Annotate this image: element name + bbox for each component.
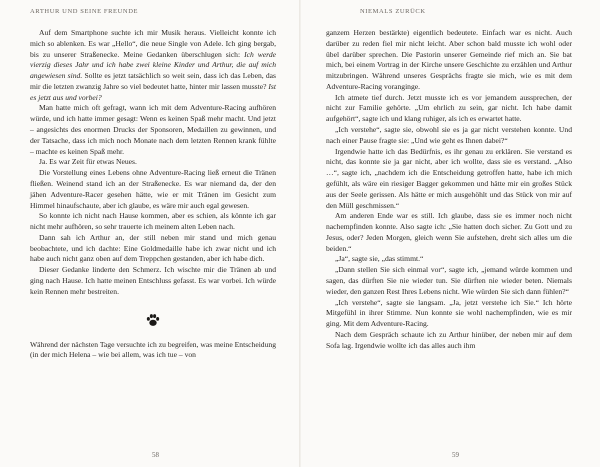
right-page xyxy=(300,0,600,467)
left-page-text xyxy=(30,28,276,361)
paragraph: „Dann stellen Sie sich einmal vor“, sagte ich, „jemand würde kommen und sagen, das dürften Sie nie wieder tun. Sie dürften nie wieder beten. Niemals wieder, den ganzen Rest Ihres Lebens nicht. Wie würden Sie sich dann fühlen?“ xyxy=(326,265,572,296)
paragraph: Dieser Gedanke linderte den Schmerz. Ich wischte mir die Tränen ab und ging nach Hause. Ich hatte meinen Entschluss gefasst. Es war vorbei. Ich würde kein Rennen mehr bestreiten. xyxy=(30,265,276,296)
paragraph: Irgendwie hatte ich das Bedürfnis, es ihr genau zu erklären. Sie verstand es nicht, das konnte sie ja gar nicht, aber ich wollte, dass sie es verstand. „Also …“, sagte ich, „nachdem ich die Entscheidung getroffen hatte, habe ich mich gefühlt, als wäre ein riesiger Bagger gekommen und hätte mir ein großes Stück aus der Seele gerissen. Als hätte er mich ausgehöhlt und das Stück von mir auf den Müll geschmissen.“ xyxy=(326,146,572,210)
paragraph: Dann sah ich Arthur an, der still neben mir stand und mich genau beobachtete, und ich dachte: Eine Goldmedaille habe ich zwar nicht und ich habe auch nicht ganz oben auf dem Treppchen gestanden, aber ich habe dich. xyxy=(30,232,276,264)
running-head-left: ARTHUR UND SEINE FREUNDE xyxy=(30,8,139,15)
page-number-right: 59 xyxy=(452,451,459,459)
paragraph: „Ich verstehe“, sagte sie, obwohl sie es ja gar nicht verstehen konnte. Und nach einer Pause fragte sie: „Und wie geht es Ihnen dabei?“ xyxy=(326,125,572,145)
paragraph: Man hatte mich oft gefragt, wann ich mit dem Adventure-Racing aufhören würde, und ich hatte immer gesagt: Wenn es keinen Spaß mehr macht. Und jetzt – angesichts des enormen Drucks der Sponsoren, Medaillen zu gewinnen, und der Tatsache, dass ich mich noch Monate nach dem letzten Rennen krank fühlte – machte es keinen Spaß mehr. xyxy=(30,103,276,156)
section-break xyxy=(30,312,276,328)
paragraph: „Ja“, sagte sie, „das stimmt.“ xyxy=(335,254,424,264)
emphasis-text: Ich werde vierzig dieses Jahr und ich habe zwei kleine Kinder und Arthur, die auf mich angewiesen sind. xyxy=(30,49,276,81)
paragraph: Ich atmete tief durch. Jetzt musste ich es vor jemandem aussprechen, der nicht zur Familie gehörte. „Um ehrlich zu sein, gar nicht. Ich habe damit aufgehört“, sagte ich und klang ruhiger, als ich es erwartet hatte. xyxy=(326,92,572,124)
paragraph: Am anderen Ende war es still. Ich glaube, dass sie es immer noch nicht nachempfinden konnte. Also sagte ich: „Sie hatten doch sicher. Zu Gott und zu Jesus, oder? Jeden Morgen, gleich wenn Sie aufstehen, dreht sich alles um die beiden.“ xyxy=(326,211,572,253)
paragraph: ganzem Herzen bestärkte) eigentlich bedeutete. Einfach war es nicht. Auch darüber zu reden fiel mir nicht leicht. Aber schon bald musste ich wohl oder übel darüber sprechen. Die Pastorin unserer Gemeinde rief mich an. Sie bat mich, bei einem Vortrag in der Kirche unsere Geschichte zu erzählen und Arthur mitzubringen. Während unseres Gesprächs fragte sie mich, wie es mit dem Adventure-Racing voranginge. xyxy=(326,28,572,91)
paragraph: „Ich verstehe“, sagte sie langsam. „Ja, jetzt verstehe ich Sie.“ Ich hörte Mitgefühl in ihrer Stimme. Nun konnte sie wohl nachempfinden, wie es mir ging. Mit dem Adventure-Racing. xyxy=(326,297,572,329)
paragraph: So konnte ich nicht nach Hause kommen, aber es schien, als könnte ich gar nicht mehr aufhören, so sehr trauerte ich meinem alten Leben nach. xyxy=(30,211,276,232)
page-number-left: 58 xyxy=(152,451,159,459)
paragraph: Nach dem Gespräch schaute ich zu Arthur hinüber, der neben mir auf dem Sofa lag. Irgendwie wollte ich das alles auch ihm xyxy=(326,329,572,350)
paragraph: Während der nächsten Tage versuchte ich zu begreifen, was meine Entscheidung (in der mich Helena – wie bei allem, was ich tue – von xyxy=(30,339,276,360)
paragraph: Auf dem Smartphone suchte ich mir Musik heraus. Vielleicht konnte ich mich so ablenken. Es war „Hello“, die neue Single von Adele. Ich ging bergab, bis zu unserer Straßenecke. Meine Gedanken überschlugen sich: Ich werde vierzig dieses Jahr und ich habe zwei kleine Kinder und Arthur, die auf mich angewiesen sind. Sollte es jetzt tatsächlich so weit sein, dass ich das Leben, das mir die letzten zwanzig Jahre so viel bedeutet hatte, hinter mir lassen musste? Ist es jetzt aus und vorbei? xyxy=(30,28,276,102)
paragraph: Die Vorstellung eines Lebens ohne Adventure-Racing ließ erneut die Tränen fließen. Weinend stand ich an der Straßenecke. Es war niemand da, der den jähen Adventure-Racer gesehen hätte, wie er mit Tränen im Gesicht zum Himmel hinaufschaute, aber ich glaube, es wäre mir auch egal gewesen. xyxy=(30,168,276,210)
paragraph: Ja. Es war Zeit für etwas Neues. xyxy=(39,157,137,167)
emphasis-text: Ist es jetzt aus und vorbei? xyxy=(30,81,276,102)
right-page-text xyxy=(326,28,572,351)
running-head-right: NIEMALS ZURÜCK xyxy=(360,8,426,15)
paw-print-icon xyxy=(145,312,161,328)
